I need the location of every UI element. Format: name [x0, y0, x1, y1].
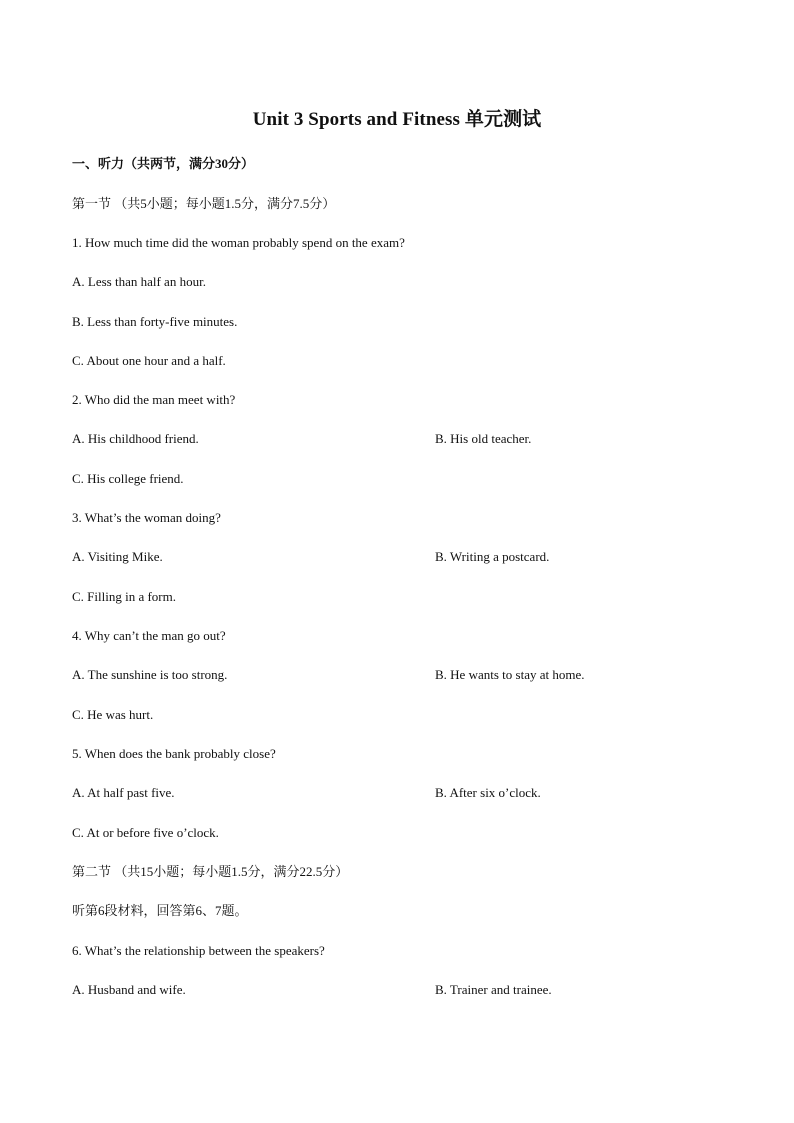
page-title: Unit 3 Sports and Fitness 单元测试	[252, 109, 542, 130]
q5-option-c: C. At or before five o’clock.	[72, 825, 219, 840]
q4-option-a: A. The sunshine is too strong.	[72, 667, 228, 682]
q1-option-c: C. About one hour and a half.	[72, 353, 226, 368]
q3-option-a: A. Visiting Mike.	[72, 549, 163, 564]
q1-option-a: A. Less than half an hour.	[72, 274, 206, 289]
q5-option-a: A. At half past five.	[72, 785, 175, 800]
section-heading-listening: 一、听力（共两节，满分30分）	[72, 156, 255, 171]
part-heading-2: 第二节 （共15小题；每小题1.5分，满分22.5分）	[72, 864, 349, 879]
question-1: 1. How much time did the woman probably spend on the exam?	[72, 235, 405, 250]
q1-option-b: B. Less than forty-five minutes.	[72, 314, 238, 329]
q3-option-c: C. Filling in a form.	[72, 589, 176, 604]
q2-option-c: C. His college friend.	[72, 471, 184, 486]
q4-option-b: B. He wants to stay at home.	[435, 667, 585, 682]
question-4: 4. Why can’t the man go out?	[72, 628, 226, 643]
question-5: 5. When does the bank probably close?	[72, 746, 276, 761]
q6-option-b: B. Trainer and trainee.	[435, 982, 552, 997]
q4-option-c: C. He was hurt.	[72, 707, 154, 722]
part-heading-1: 第一节 （共5小题；每小题1.5分，满分7.5分）	[72, 196, 336, 211]
instruction-6-7: 听第6段材料，回答第6、7题。	[72, 903, 248, 918]
question-6: 6. What’s the relationship between the speakers?	[72, 943, 325, 958]
q5-option-b: B. After six o’clock.	[435, 785, 541, 800]
q2-option-b: B. His old teacher.	[435, 431, 532, 446]
q3-option-b: B. Writing a postcard.	[435, 549, 550, 564]
q6-option-a: A. Husband and wife.	[72, 982, 186, 997]
question-3: 3. What’s the woman doing?	[72, 510, 221, 525]
question-2: 2. Who did the man meet with?	[72, 392, 236, 407]
q2-option-a: A. His childhood friend.	[72, 431, 199, 446]
